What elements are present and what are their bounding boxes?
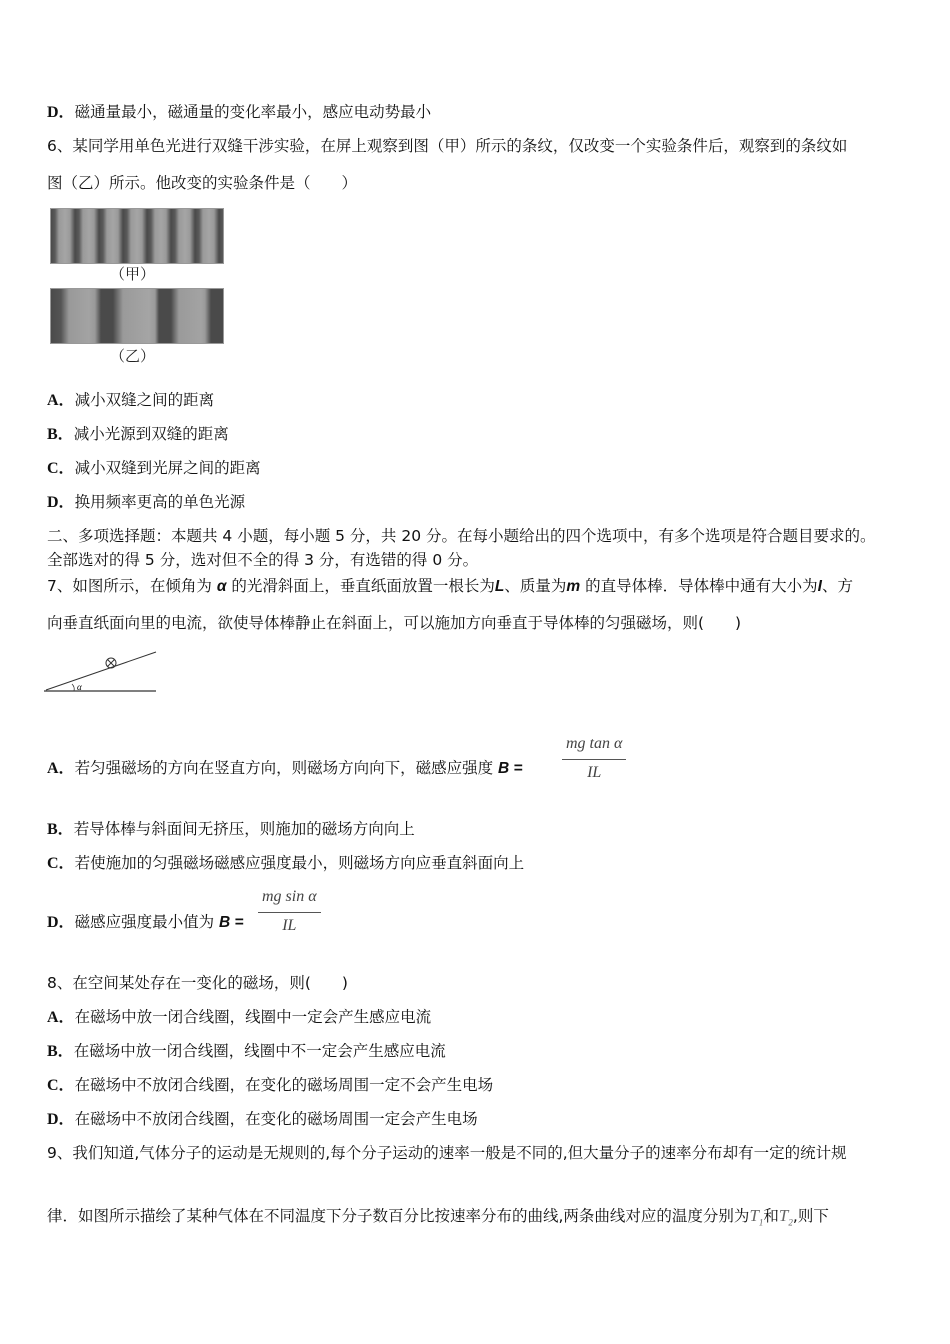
option-label: D．	[47, 494, 75, 511]
numerator: mg tan α	[562, 735, 626, 760]
t-letter: T	[778, 1206, 789, 1225]
option-text: 磁通量最小，磁通量的变化率最小，感应电动势最小	[74, 103, 432, 121]
option-text: 若匀强磁场的方向在竖直方向，则磁场方向向下，磁感应强度	[74, 759, 494, 777]
subscript: 2	[788, 1217, 793, 1228]
option-label: B．	[47, 1043, 74, 1060]
b-symbol: B =	[219, 914, 244, 931]
q7-stem-line1	[47, 576, 853, 597]
t2-symbol	[778, 1206, 793, 1228]
option-text: 若导体棒与斜面间无挤压，则施加的磁场方向向上	[73, 820, 415, 838]
t-letter: T	[749, 1206, 759, 1225]
section2-heading-line1: 二、多项选择题：本题共 4 小题，每小题 5 分，共 20 分。在每小题给出的四个选项中，有多个选项是符合题目要求的。	[47, 527, 876, 545]
fig-caption-yi: （乙）	[110, 347, 156, 365]
q6-option-a	[47, 390, 214, 411]
option-label: B．	[47, 821, 74, 838]
option-label: D．	[47, 1111, 75, 1128]
option-text: 磁感应强度最小值为	[74, 913, 215, 931]
q7-stem-line2: 向垂直纸面向里的电流，欲使导体棒静止在斜面上，可以施加方向垂直于导体棒的匀强磁场，则( )	[47, 614, 742, 632]
q6-stem-line2: 图（乙）所示。他改变的实验条件是（ ）	[47, 174, 358, 192]
l-symbol: L	[494, 578, 505, 595]
option-text: 换用频率更高的单色光源	[74, 493, 246, 511]
q8-option-c	[47, 1075, 493, 1096]
t1-symbol	[749, 1206, 764, 1228]
q6-option-d	[47, 492, 245, 513]
q6-option-c	[47, 458, 261, 479]
option-text: 减小双缝之间的距离	[74, 391, 215, 409]
q6-stem-line1: 6、某同学用单色光进行双缝干涉实验，在屏上观察到图（甲）所示的条纹，仅改变一个实验条件后，观察到的条纹如	[47, 137, 848, 155]
text: 、质量为	[504, 577, 567, 595]
option-text: 在磁场中不放闭合线圈，在变化的磁场周围一定会产生电场	[74, 1110, 478, 1128]
option-label: C．	[47, 1077, 75, 1094]
text: 律．如图所示描绘了某种气体在不同温度下分子数百分比按速率分布的曲线,两条曲线对应的温度分别为	[47, 1207, 750, 1225]
q8-option-b	[47, 1041, 446, 1062]
option-label: A．	[47, 392, 75, 409]
text: 、方	[821, 577, 853, 595]
fringe-pattern-yi	[50, 288, 224, 344]
denominator: IL	[282, 917, 297, 934]
text: 和	[763, 1207, 779, 1225]
q6-option-b	[47, 424, 229, 445]
q7-option-d	[47, 912, 244, 933]
text: 7、如图所示，在倾角为	[47, 577, 212, 595]
numerator: mg sin α	[258, 888, 321, 913]
option-label: C．	[47, 460, 75, 477]
q8-stem: 8、在空间某处存在一变化的磁场，则( )	[47, 974, 348, 992]
option-text: 在磁场中放一闭合线圈，线圈中一定会产生感应电流	[74, 1008, 432, 1026]
q7-option-b	[47, 819, 415, 840]
denominator: IL	[587, 764, 602, 781]
fig-caption-jia: （甲）	[110, 265, 156, 283]
option-label: B．	[47, 426, 74, 443]
option-text: 减小双缝到光屏之间的距离	[74, 459, 261, 477]
option-label: D．	[47, 104, 75, 121]
q7-option-a	[47, 758, 523, 779]
alpha-symbol: α	[216, 578, 227, 595]
text: ,则下	[792, 1207, 829, 1225]
fraction-mg-tan-alpha-over-il	[562, 735, 626, 782]
incline-diagram	[44, 648, 159, 704]
q8-option-a	[47, 1007, 431, 1028]
b-symbol: B =	[498, 760, 523, 777]
q9-stem-line1: 9、我们知道,气体分子的运动是无规则的,每个分子运动的速率一般是不同的,但大量分子的速率分布却有一定的统计规	[47, 1144, 847, 1162]
option-text: 若使施加的匀强磁场磁感应强度最小，则磁场方向应垂直斜面向上	[74, 854, 525, 872]
subscript: 1	[758, 1217, 764, 1228]
option-label: A．	[47, 760, 75, 777]
fraction-mg-sin-alpha-over-il	[258, 888, 321, 935]
i-symbol: I	[817, 578, 822, 595]
m-symbol: m	[566, 578, 581, 595]
fringe-pattern-jia	[50, 208, 224, 264]
option-label: C．	[47, 855, 75, 872]
text: 的光滑斜面上，垂直纸面放置一根长为	[231, 577, 495, 595]
q8-option-d	[47, 1109, 478, 1130]
section2-heading-line2: 全部选对的得 5 分，选对但不全的得 3 分，有选错的得 0 分。	[47, 551, 479, 569]
option-text: 减小光源到双缝的距离	[73, 425, 229, 443]
option-label: D．	[47, 914, 75, 931]
option-text: 在磁场中放一闭合线圈，线圈中不一定会产生感应电流	[73, 1042, 446, 1060]
q9-stem-line2	[47, 1206, 829, 1232]
angle-label: α	[77, 682, 82, 692]
q7-option-c	[47, 853, 524, 874]
text: 的直导体棒．导体棒中通有大小为	[585, 577, 818, 595]
option-text: 在磁场中不放闭合线圈，在变化的磁场周围一定不会产生电场	[74, 1076, 494, 1094]
option-label: A．	[47, 1009, 75, 1026]
q5-option-d	[47, 102, 431, 123]
